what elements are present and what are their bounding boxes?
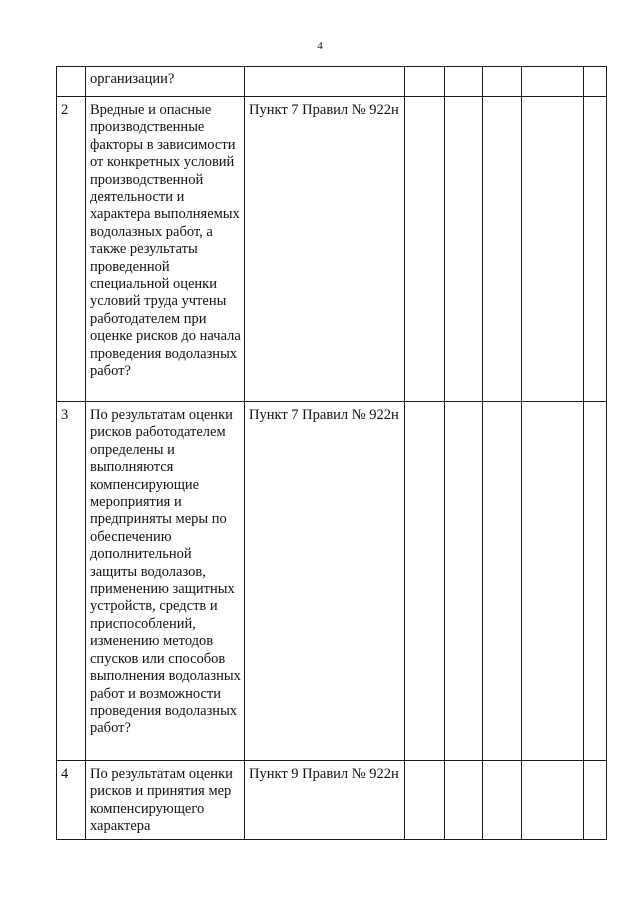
answer-cell-na: [483, 97, 522, 402]
table-row: [57, 97, 607, 402]
reference-text: Пункт 7 Правил № 922н: [245, 402, 405, 761]
extra-cell: [584, 67, 607, 97]
row-number: 2: [57, 97, 86, 402]
answer-cell-yes: [405, 761, 445, 840]
reference-text: Пункт 7 Правил № 922н: [245, 97, 405, 402]
answer-cell-no: [445, 67, 483, 97]
row-number: 3: [57, 402, 86, 761]
answer-cell-no: [445, 402, 483, 761]
question-text: По результатам оценки рисков работодателем определены и выполняются компенсирующие мероприятия и предприняты меры по обеспечению дополнительной защиты водолазов, применению защитных устройств, средств и приспособлений, изменению методов спусков или способов выполнения водолазных работ и возможности проведения водолазных работ?: [86, 402, 245, 761]
answer-cell-yes: [405, 67, 445, 97]
reference-text: [245, 67, 405, 97]
answer-cell-no: [445, 97, 483, 402]
extra-cell: [584, 97, 607, 402]
checklist-table: [56, 66, 607, 840]
page-number: 4: [317, 40, 323, 52]
note-cell: [522, 761, 584, 840]
extra-cell: [584, 761, 607, 840]
question-text: Вредные и опасные производственные факторы в зависимости от конкретных условий производственной деятельности и характера выполняемых водолазных работ, а также результаты проведенной специальной оценки условий труда учтены работодателем при оценке рисков до начала проведения водолазных работ?: [86, 97, 245, 402]
answer-cell-yes: [405, 97, 445, 402]
answer-cell-na: [483, 402, 522, 761]
table-row: [57, 402, 607, 761]
note-cell: [522, 67, 584, 97]
answer-cell-na: [483, 67, 522, 97]
question-text: организации?: [86, 67, 245, 97]
note-cell: [522, 402, 584, 761]
row-number: 4: [57, 761, 86, 840]
note-cell: [522, 97, 584, 402]
question-text: По результатам оценки рисков и принятия мер компенсирующего характера: [86, 761, 245, 840]
table-row: [57, 67, 607, 97]
answer-cell-yes: [405, 402, 445, 761]
answer-cell-no: [445, 761, 483, 840]
answer-cell-na: [483, 761, 522, 840]
row-number: [57, 67, 86, 97]
table-row: [57, 761, 607, 840]
reference-text: Пункт 9 Правил № 922н: [245, 761, 405, 840]
extra-cell: [584, 402, 607, 761]
